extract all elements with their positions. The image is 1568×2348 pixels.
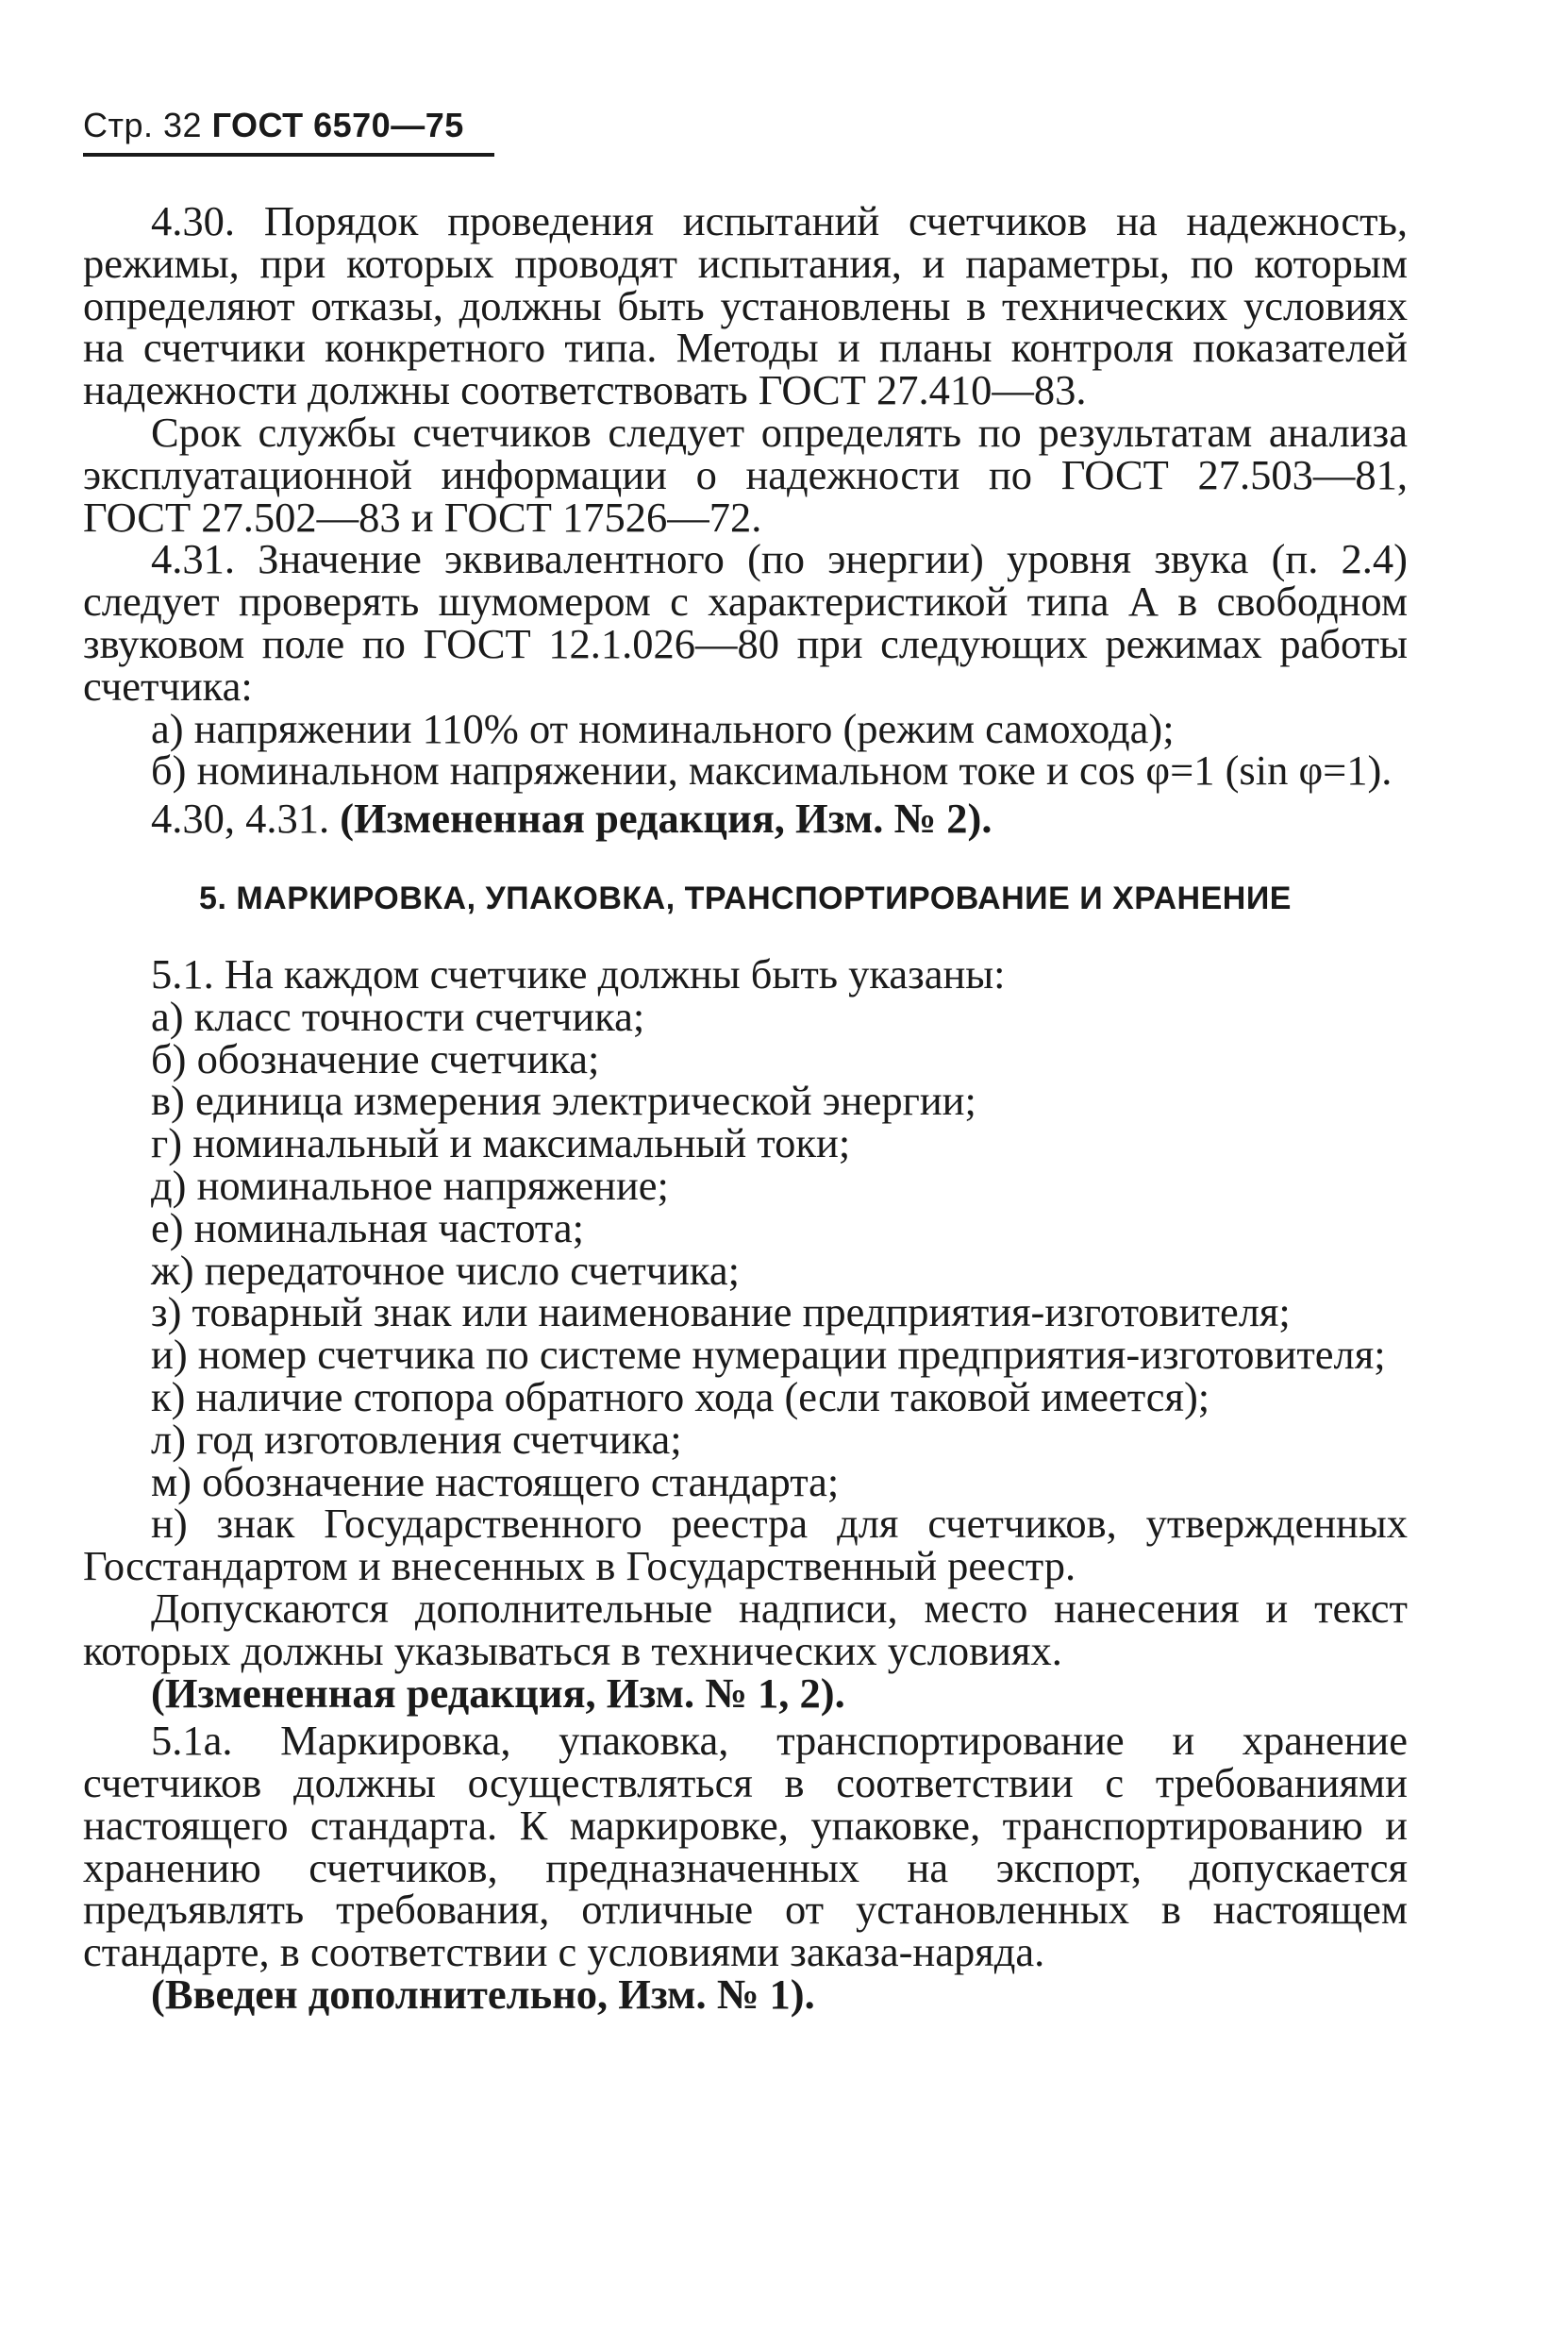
list-item: ж) передаточное число счетчика; xyxy=(151,1246,740,1294)
amendment-note-2: (Измененная редакция, Изм. № 1, 2). xyxy=(151,1669,845,1717)
paragraph-5-1: 5.1. На каждом счетчике должны быть указаны: xyxy=(151,949,1006,998)
paragraph-4-30: 4.30. Порядок проведения испытаний счетчиков на надежность, режимы, при которых проводят испытания, и параметры, по которым определяют отказы, должны быть установлены в технических условиях на счетчики конкретного типа. Методы и планы контроля показателей надежности должны соответствовать ГОСТ 27.410—83. xyxy=(83,197,1408,414)
list-item: д) номинальное напряжение; xyxy=(151,1161,669,1209)
list-item: е) номинальная частота; xyxy=(151,1203,585,1251)
list-item: н) знак Государственного реестра для счетчиков, утвержденных Госстандартом и внесенных в Государственный реестр. xyxy=(83,1500,1408,1590)
standard-designation: ГОСТ 6570—75 xyxy=(211,106,464,144)
list-item: к) наличие стопора обратного хода (если таковой имеется); xyxy=(151,1372,1210,1420)
paragraph-4-31: 4.31. Значение эквивалентного (по энергии) уровня звука (п. 2.4) следует проверять шумомером с характеристикой типа А в свободном звуковом поле по ГОСТ 12.1.026—80 при следующих режимах работы счетчика: xyxy=(83,535,1408,710)
paragraph-5-1a: 5.1а. Маркировка, упаковка, транспортирование и хранение счетчиков должны осуществляться в соответствии с требованиями настоящего стандарта. К маркировке, упаковке, транспортированию и хранению счетчиков, предназначенных на экспорт, допускается предъявлять требования, отличные от установленных в настоящем стандарте, в соответствии с условиями заказа-наряда. xyxy=(83,1717,1408,1976)
paragraph-4-31-a: а) напряжении 110% от номинального (режим самохода); xyxy=(151,704,1175,752)
paragraph-4-31-b: б) номинальном напряжении, максимальном токе и cos φ=1 (sin φ=1). xyxy=(151,746,1393,795)
marking-list xyxy=(83,992,1408,1590)
amendment-note-1 xyxy=(83,795,1408,843)
document-body xyxy=(83,197,1408,2019)
paragraph-additional-inscriptions: Допускаются дополнительные надписи, место нанесения и текст которых должны указываться в технических условиях. xyxy=(83,1584,1408,1674)
amendment-note-1-text: (Измененная редакция, Изм. № 2). xyxy=(340,795,993,843)
amendment-note-1-prefix: 4.30, 4.31. xyxy=(151,795,330,843)
paragraph-service-life: Срок службы счетчиков следует определять по результатам анализа эксплуатационной информации о надежности по ГОСТ 27.503—81, ГОСТ 27.502—83 и ГОСТ 17526—72. xyxy=(83,408,1408,541)
header-rule xyxy=(83,153,494,157)
list-item: в) единица измерения электрической энергии; xyxy=(151,1077,976,1125)
list-item: б) обозначение счетчика; xyxy=(151,1034,600,1082)
page-label: Стр. 32 xyxy=(83,106,203,144)
amendment-note-3: (Введен дополнительно, Изм. № 1). xyxy=(151,1971,815,2019)
list-item: г) номинальный и максимальный токи; xyxy=(151,1119,851,1167)
section-5-title: 5. МАРКИРОВКА, УПАКОВКА, ТРАНСПОРТИРОВАНИЕ И ХРАНЕНИЕ xyxy=(199,880,1292,916)
list-item: з) товарный знак или наименование предприятия-изготовителя; xyxy=(151,1288,1291,1336)
list-item: л) год изготовления счетчика; xyxy=(151,1415,682,1463)
list-item: м) обозначение настоящего стандарта; xyxy=(151,1457,840,1505)
list-item: и) номер счетчика по системе нумерации предприятия-изготовителя; xyxy=(151,1331,1386,1379)
page-header xyxy=(83,106,464,145)
list-item: а) класс точности счетчика; xyxy=(151,992,645,1040)
